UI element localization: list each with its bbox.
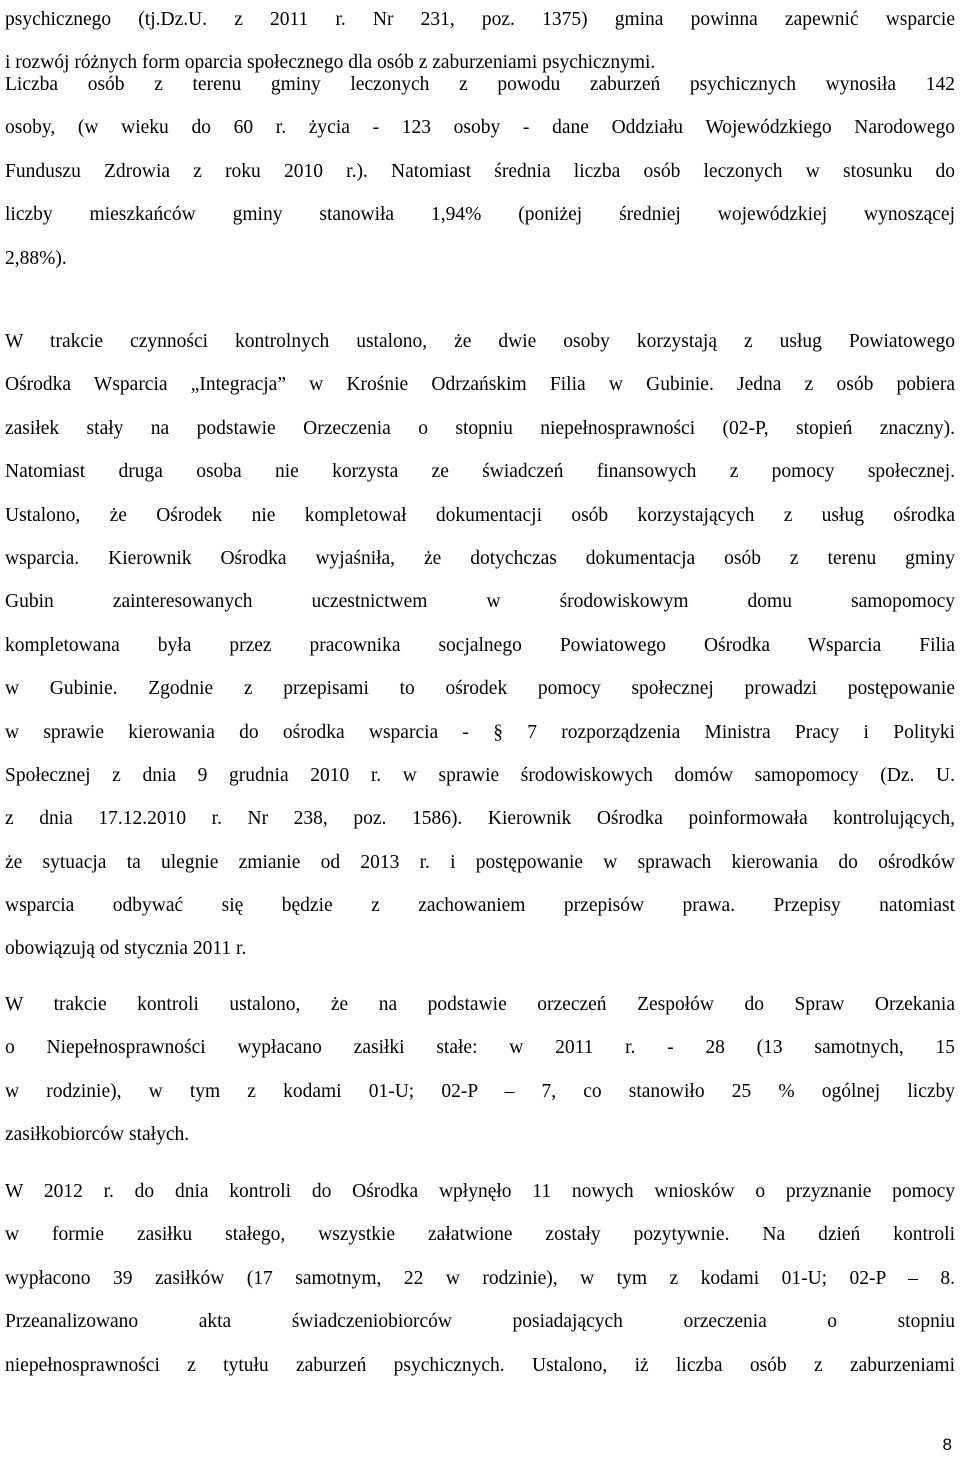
paragraph-4 xyxy=(5,983,955,1157)
text-line: wsparcia odbywać się będzie z zachowaniem przepisów prawa. Przepisy natomiast xyxy=(5,895,955,917)
paragraph-2 xyxy=(5,63,955,280)
text-line: psychicznego (tj.Dz.U. z 2011 r. Nr 231, poz. 1375) gmina powinna zapewnić wsparcie xyxy=(5,9,955,30)
text-line: kompletowana była przez pracownika socjalnego Powiatowego Ośrodka Wsparcia Filia xyxy=(5,634,955,656)
text-line: wypłacono 39 zasiłków (17 samotnym, 22 w rodzinie), w tym z kodami 01-U; 02-P – 8. xyxy=(5,1267,955,1289)
text-line: niepełnosprawności z tytułu zaburzeń psychicznych. Ustalono, iż liczba osób z zaburzeniami xyxy=(5,1354,955,1376)
text-line: Ustalono, że Ośrodek nie kompletował dokumentacji osób korzystających z usług ośrodka xyxy=(5,504,955,526)
text-line: Społecznej z dnia 9 grudnia 2010 r. w sprawie środowiskowych domów samopomocy (Dz. U. xyxy=(5,764,955,786)
paragraph-3 xyxy=(5,320,955,971)
paragraph-5 xyxy=(5,1170,955,1387)
text-line: W 2012 r. do dnia kontroli do Ośrodka wpłynęło 11 nowych wniosków o przyznanie pomocy xyxy=(5,1181,955,1202)
text-line: Natomiast druga osoba nie korzysta ze świadczeń finansowych z pomocy społecznej. xyxy=(5,461,955,483)
text-line: Funduszu Zdrowia z roku 2010 r.). Natomiast średnia liczba osób leczonych w stosunku do xyxy=(5,160,955,182)
text-line: W trakcie czynności kontrolnych ustalono, że dwie osoby korzystają z usług Powiatowego xyxy=(5,331,955,352)
text-line: o Niepełnosprawności wypłacano zasiłki stałe: w 2011 r. - 28 (13 samotnych, 15 xyxy=(5,1037,955,1059)
text-line: Liczba osób z terenu gminy leczonych z powodu zaburzeń psychicznych wynosiła 142 xyxy=(5,74,955,95)
text-line: zasiłek stały na podstawie Orzeczenia o stopniu niepełnosprawności (02-P, stopień znaczny). xyxy=(5,417,955,439)
text-line: liczby mieszkańców gminy stanowiła 1,94% (poniżej średniej wojewódzkiej wynoszącej xyxy=(5,204,955,226)
text-line: Przeanalizowano akta świadczeniobiorców posiadających orzeczenia o stopniu xyxy=(5,1311,955,1333)
text-line: W trakcie kontroli ustalono, że na podstawie orzeczeń Zespołów do Spraw Orzekania xyxy=(5,994,955,1015)
text-line: obowiązują od stycznia 2011 r. xyxy=(5,938,247,960)
text-line: z dnia 17.12.2010 r. Nr 238, poz. 1586). Kierownik Ośrodka poinformowała kontrolujących, xyxy=(5,808,955,830)
text-line: w formie zasiłku stałego, wszystkie załatwione zostały pozytywnie. Na dzień kontroli xyxy=(5,1224,955,1246)
text-line: że sytuacja ta ulegnie zmianie od 2013 r. i postępowanie w sprawach kierowania do ośrodków xyxy=(5,851,955,873)
text-line: 2,88%). xyxy=(5,247,67,269)
text-line: Gubin zainteresowanych uczestnictwem w środowiskowym domu samopomocy xyxy=(5,591,955,613)
text-line: i rozwój różnych form oparcia społecznego dla osób z zaburzeniami psychicznymi. xyxy=(5,52,656,74)
page-number: 8 xyxy=(942,1435,952,1454)
text-line: w sprawie kierowania do ośrodka wsparcia - § 7 rozporządzenia Ministra Pracy i Polityki xyxy=(5,721,955,743)
text-line: zasiłkobiorców stałych. xyxy=(5,1124,190,1146)
text-line: osoby, (w wieku do 60 r. życia - 123 osoby - dane Oddziału Wojewódzkiego Narodowego xyxy=(5,117,955,139)
text-line: wsparcia. Kierownik Ośrodka wyjaśniła, że dotychczas dokumentacja osób z terenu gminy xyxy=(5,547,955,569)
text-line: w rodzinie), w tym z kodami 01-U; 02-P – 7, co stanowiło 25 % ogólnej liczby xyxy=(5,1080,955,1102)
text-line: w Gubinie. Zgodnie z przepisami to ośrodek pomocy społecznej prowadzi postępowanie xyxy=(5,678,955,700)
text-line: Ośrodka Wsparcia „Integracja” w Krośnie Odrzańskim Filia w Gubinie. Jedna z osób pobiera xyxy=(5,374,955,396)
